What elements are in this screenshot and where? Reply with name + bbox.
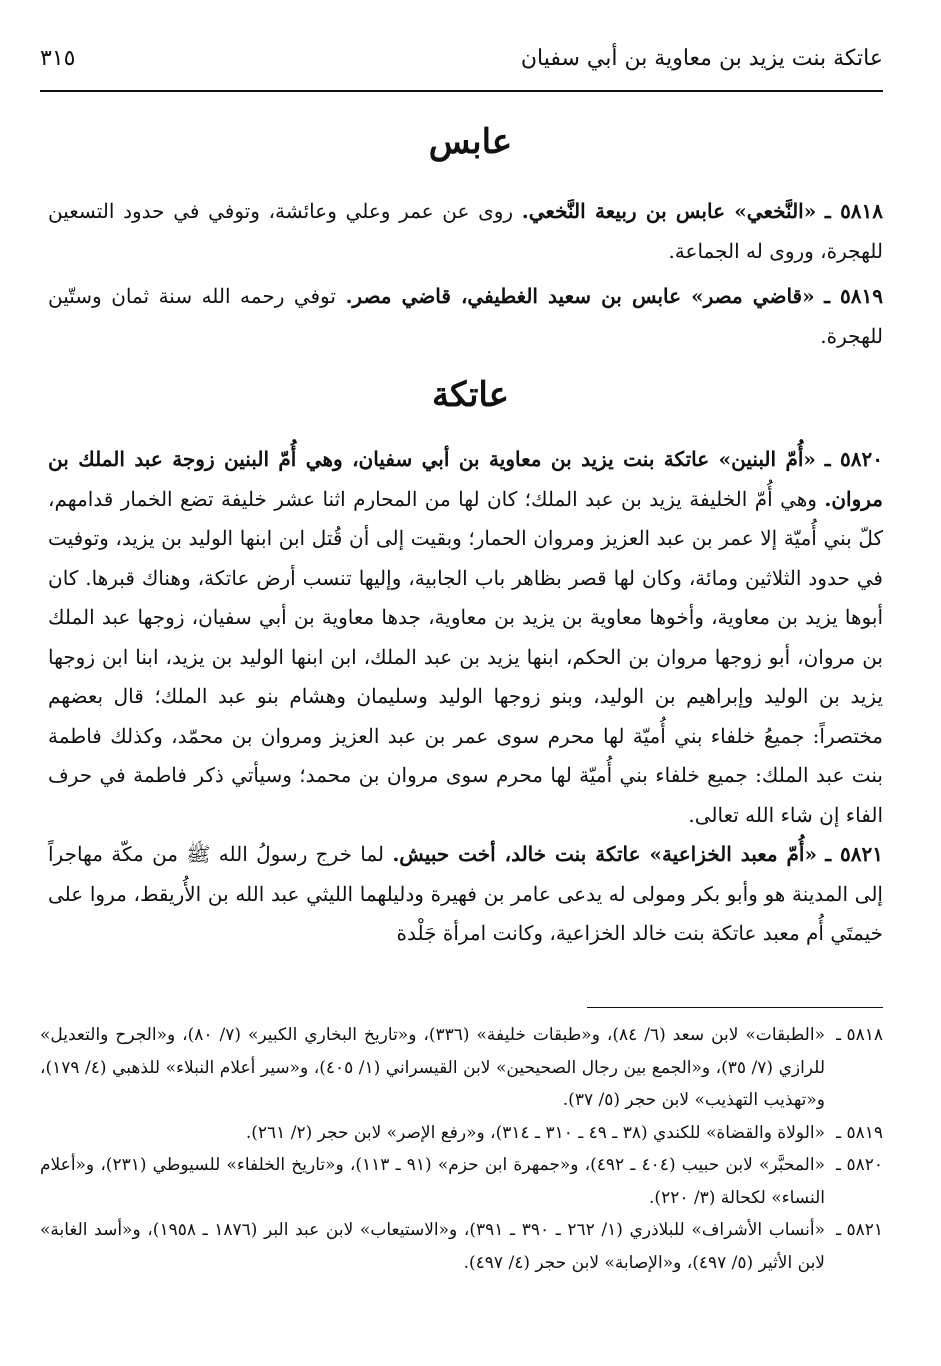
- footnote-5819: [40, 1117, 883, 1150]
- footnote-number: ٥٨١٨ ـ: [836, 1025, 883, 1045]
- footnote-text: «المحبَّر» لابن حبيب (٤٠٤ ـ ٤٩٢)، و«جمهرة ابن حزم» (٩١ ـ ١١٣)، و«تاريخ الخلفاء» للسيوطي (٢٣١)، و«أعلام النساء» لكحالة (٣/ ٢٢٠).: [40, 1155, 825, 1208]
- entry-lead: «أُمّ معبد الخزاعية» عاتكة بنت خالد، أخت حبيش.: [392, 842, 817, 866]
- footnote-5821: [40, 1214, 883, 1279]
- footnote-5820: [40, 1149, 883, 1214]
- entry-lead: «قاضي مصر» عابس بن سعيد الغطيفي، قاضي مصر.: [345, 284, 815, 308]
- section-body-atika: [48, 440, 883, 954]
- entry-text: توفي رحمه الله سنة ثمان وستّين للهجرة.: [48, 284, 883, 348]
- page-number: ٣١٥: [40, 46, 76, 71]
- footnote-divider: [587, 1007, 883, 1008]
- footnote-number: ٥٨٢٠ ـ: [836, 1155, 883, 1175]
- running-header: [40, 40, 883, 92]
- entry-lead: «النَّخعي» عابس بن ربيعة النَّخعي.: [521, 199, 817, 223]
- section-heading-abis: عابس: [428, 122, 513, 162]
- section-heading-atika: عاتكة: [431, 375, 510, 415]
- entry-number: ٥٨١٨ ـ: [824, 199, 884, 223]
- entry-5819: [48, 277, 883, 356]
- entry-number: ٥٨١٩ ـ: [824, 284, 884, 308]
- entry-lead: «أُمّ البنين» عاتكة بنت يزيد بن معاوية بن أبي سفيان، وهي أُمّ البنين زوجة عبد الملك بن مروان.: [48, 447, 883, 511]
- entry-5820: [48, 440, 883, 835]
- footnote-text: «أنساب الأشراف» للبلاذري (١/ ٢٦٢ ـ ٣٩٠ ـ ٣٩١)، و«الاستيعاب» لابن عبد البر (١٨٧٦ ـ ١٩٥٨)، و«أسد الغابة» لابن الأثير (٥/ ٤٩٧)، و«الإصابة» لابن حجر (٤/ ٤٩٧).: [40, 1220, 825, 1273]
- entry-text: لما خرج رسولُ الله ﷺ من مكّة مهاجراً إلى المدينة هو وأبو بكر ومولى له يدعى عامر بن فهيرة ودليلهما الليثي عبد الله بن الأُريقط، مروا على خيمتَي أُم معبد عاتكة بنت خالد الخزاعية، وكانت امرأة جَلْدة: [48, 842, 883, 945]
- footnote-text: «الولاة والقضاة» للكندي (٣٨ ـ ٤٩ ـ ٣١٠ ـ ٣١٤)، و«رفع الإصر» لابن حجر (٢/ ٢٦١).: [245, 1122, 825, 1143]
- section-body-abis: [48, 192, 883, 356]
- footnote-number: ٥٨١٩ ـ: [836, 1122, 883, 1143]
- entry-5818: [48, 192, 883, 271]
- footnote-number: ٥٨٢١ ـ: [836, 1220, 883, 1240]
- running-title: عاتكة بنت يزيد بن معاوية بن أبي سفيان: [520, 46, 883, 71]
- footnotes: [40, 1019, 883, 1279]
- entry-5821: [48, 835, 883, 954]
- footnote-text: «الطبقات» لابن سعد (٦/ ٨٤)، و«طبقات خليفة» (٣٣٦)، و«تاريخ البخاري الكبير» (٧/ ٨٠)، و«الجرح والتعديل» للرازي (٧/ ٣٥)، و«الجمع بين رجال الصحيحين» لابن القيسراني (١/ ٤٠٥)، و«سير أعلام النبلاء» للذهبي (٤/ ١٧٩)، و«تهذيب التهذيب» لابن حجر (٥/ ٣٧).: [40, 1025, 825, 1110]
- footnote-5818: [40, 1019, 883, 1117]
- entry-text: وهي أُمّ الخليفة يزيد بن عبد الملك؛ كان لها من المحارم اثنا عشر خليفة تضع الخمار قدامهم، كلّ بني أُميّة إلا عمر بن عبد العزيز ومروان الحمار؛ وبقيت إلى أن قُتل ابن ابنها الوليد بن يزيد، وتوفيت في حدود الثلاثين ومائة، وكان لها قصر بظاهر باب الجابية، وإليها تنسب أرض عاتكة، وهناك قبرها. كان أبوها يزيد بن معاوية، وأخوها معاوية بن يزيد بن معاوية، جدها معاوية بن أبي سفيان، زوجها عبد الملك بن مروان، أبو زوجها مروان بن الحكم، ابنها يزيد بن عبد الملك، ابن ابنها الوليد بن يزيد، ابنا ابن زوجها يزيد بن الوليد وإبراهيم بن الوليد، وبنو زوجها الوليد وسليمان وهشام بنو عبد الملك؛ قال بعضهم مختصراً: جميعُ خلفاء بني أُميّة لها محرم سوى عمر بن عبد العزيز ومروان بن محمّد، وكذلك فاطمة بنت عبد الملك: جميع خلفاء بني أُميّة لها محرم سوى مروان بن محمد؛ وسيأتي ذكر فاطمة في حرف الفاء إن شاء الله تعالى.: [48, 486, 883, 827]
- entry-number: ٥٨٢٠ ـ: [824, 447, 883, 471]
- entry-number: ٥٨٢١ ـ: [825, 842, 884, 866]
- entry-text: روى عن عمر وعلي وعائشة، وتوفي في حدود التسعين للهجرة، وروى له الجماعة.: [48, 199, 883, 263]
